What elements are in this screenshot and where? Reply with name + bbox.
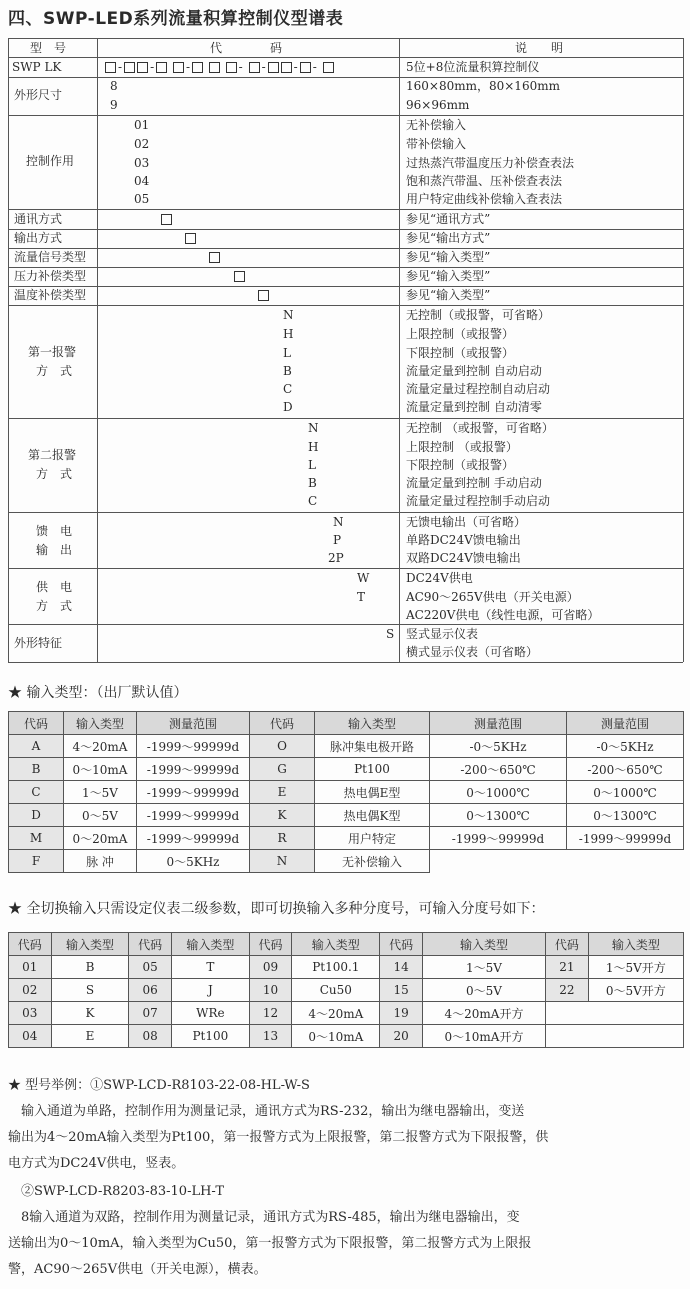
cell-code: A bbox=[9, 735, 64, 758]
control-code: 02 bbox=[134, 137, 150, 151]
cell: 0～10mA bbox=[292, 1025, 380, 1048]
cell: -200～650℃ bbox=[430, 758, 567, 781]
alarm1-desc: 下限控制（或报警） bbox=[406, 346, 515, 360]
cell: 0～10mA bbox=[64, 758, 137, 781]
switch-table bbox=[8, 932, 684, 1048]
col-header: 代码 bbox=[380, 933, 423, 956]
alarm2-desc: 下限控制（或报警） bbox=[406, 458, 515, 472]
cell-code: 01 bbox=[9, 956, 52, 979]
cell: 0～1300℃ bbox=[430, 804, 567, 827]
cell: E bbox=[51, 1025, 129, 1048]
alarm2-desc: 上限控制 （或报警） bbox=[406, 440, 518, 454]
table-header-row bbox=[9, 712, 684, 735]
cell: 4～20mA开方 bbox=[422, 1002, 545, 1025]
feed-code: N bbox=[333, 515, 344, 529]
shape-label: 外形特征 bbox=[14, 636, 63, 650]
alarm1-code: D bbox=[283, 400, 293, 414]
col-header: 代码 bbox=[546, 933, 589, 956]
cell-empty bbox=[546, 1025, 684, 1048]
alarm2-desc: 流量定量过程控制手动启动 bbox=[406, 494, 551, 508]
shape-desc: 横式显示仪表（可省略） bbox=[406, 645, 539, 659]
cell: 热电偶E型 bbox=[315, 781, 430, 804]
cell-code: 04 bbox=[9, 1025, 52, 1048]
cell: -1999～99999d bbox=[137, 804, 250, 827]
control-code: 05 bbox=[134, 192, 150, 206]
alarm2-code: L bbox=[308, 458, 316, 472]
cell-code: 10 bbox=[249, 979, 292, 1002]
example-line-2: ②SWP-LCD-R8203-83-10-LH-T bbox=[8, 1184, 225, 1199]
flow-box bbox=[208, 248, 221, 266]
col-header: 输入类型 bbox=[292, 933, 380, 956]
model-desc: 5位+8位流量积算控制仪 bbox=[406, 60, 540, 74]
example-para-2a: 8输入通道为双路，控制作用为测量记录，通讯方式为RS-485，输出为继电器输出，变 bbox=[8, 1210, 520, 1225]
cell-code: 21 bbox=[546, 956, 589, 979]
flow-label: 流量信号类型 bbox=[14, 250, 87, 264]
col-header: 输入类型 bbox=[315, 712, 430, 735]
cell-code: 15 bbox=[380, 979, 423, 1002]
power-desc: AC220V供电（线性电源，可省略） bbox=[406, 608, 600, 622]
alarm1-desc: 流量定量到控制 自动清零 bbox=[406, 400, 542, 414]
cell: K bbox=[51, 1002, 129, 1025]
alarm1-desc: 上限控制（或报警） bbox=[406, 327, 515, 341]
alarm1-code: L bbox=[283, 346, 291, 360]
temp-label: 温度补偿类型 bbox=[14, 288, 87, 302]
alarm2-desc: 流量定量到控制 手动启动 bbox=[406, 476, 542, 490]
cell: -1999～99999d bbox=[137, 758, 250, 781]
temp-desc: 参见“输入类型” bbox=[406, 288, 491, 302]
size-desc-1: 160×80mm，80×160mm bbox=[406, 79, 560, 93]
cell: -1999～99999d bbox=[137, 827, 250, 850]
cell: -0～5KHz bbox=[430, 735, 567, 758]
cell-code: 14 bbox=[380, 956, 423, 979]
cell-code: F bbox=[9, 850, 64, 873]
alarm2-desc: 无控制 （或报警，可省略） bbox=[406, 421, 554, 435]
output-box bbox=[184, 229, 197, 247]
cell: 1～5V开方 bbox=[588, 956, 683, 979]
cell: -200～650℃ bbox=[567, 758, 684, 781]
feed-desc: 双路DC24V馈电输出 bbox=[406, 551, 521, 565]
cell: 0～1000℃ bbox=[567, 781, 684, 804]
cell: 用户特定 bbox=[315, 827, 430, 850]
cell: Pt100.1 bbox=[292, 956, 380, 979]
cell: 4～20mA bbox=[64, 735, 137, 758]
cell-code: 02 bbox=[9, 979, 52, 1002]
input-type-table bbox=[8, 711, 684, 873]
alarm2-label: 第二报警 bbox=[28, 448, 77, 462]
alarm1-code: H bbox=[283, 327, 294, 341]
cell: 无补偿输入 bbox=[315, 850, 430, 873]
temp-box bbox=[257, 286, 270, 304]
input-section-title: ★ 输入类型：（出厂默认值） bbox=[8, 685, 188, 701]
power-code: W bbox=[357, 571, 370, 585]
shape-desc: 竖式显示仪表 bbox=[406, 627, 479, 641]
control-label: 控制作用 bbox=[26, 154, 75, 168]
alarm1-label: 第一报警 bbox=[28, 345, 77, 359]
example-para-1b: 输出为4～20mA输入类型为Pt100，第一报警方式为上限报警，第二报警方式为下限报警，供 bbox=[8, 1130, 549, 1145]
cell-code: E bbox=[250, 781, 315, 804]
cell-code: 22 bbox=[546, 979, 589, 1002]
cell-code: 06 bbox=[129, 979, 172, 1002]
control-desc: 过热蒸汽带温度压力补偿查表法 bbox=[406, 156, 575, 170]
cell-code: 03 bbox=[9, 1002, 52, 1025]
cell: 0～20mA bbox=[64, 827, 137, 850]
power-label: 供 电 bbox=[36, 580, 73, 594]
col-header: 代码 bbox=[9, 712, 64, 735]
output-desc: 参见“输出方式” bbox=[406, 231, 491, 245]
cell: Cu50 bbox=[292, 979, 380, 1002]
table-row bbox=[9, 1002, 684, 1025]
feed-label: 馈 电 bbox=[36, 524, 73, 538]
col-header: 输入类型 bbox=[64, 712, 137, 735]
feed-desc: 单路DC24V馈电输出 bbox=[406, 533, 521, 547]
size-code-9: 9 bbox=[110, 98, 118, 112]
pressure-desc: 参见“输入类型” bbox=[406, 269, 491, 283]
cell-code: M bbox=[9, 827, 64, 850]
alarm2-code: C bbox=[308, 494, 318, 508]
power-label2: 方 式 bbox=[36, 599, 73, 613]
alarm1-code: C bbox=[283, 382, 293, 396]
col-header: 代码 bbox=[250, 712, 315, 735]
header-code: 代 码 bbox=[210, 41, 283, 55]
control-desc: 饱和蒸汽带温、压补偿查表法 bbox=[406, 174, 563, 188]
size-label: 外形尺寸 bbox=[14, 88, 63, 102]
cell-empty bbox=[546, 1002, 684, 1025]
control-desc: 带补偿输入 bbox=[406, 137, 467, 151]
cell: 0～10mA开方 bbox=[422, 1025, 545, 1048]
cell: -1999～99999d bbox=[567, 827, 684, 850]
table-row bbox=[9, 758, 684, 781]
shape-code: S bbox=[386, 627, 395, 641]
cell bbox=[430, 850, 567, 873]
cell-code: R bbox=[250, 827, 315, 850]
table-header-row bbox=[9, 933, 684, 956]
example-line-1: ★ 型号举例：①SWP-LCD-R8103-22-08-HL-W-S bbox=[8, 1078, 310, 1093]
feed-label2: 输 出 bbox=[36, 543, 73, 557]
cell-code: N bbox=[250, 850, 315, 873]
header-model: 型 号 bbox=[30, 41, 67, 55]
cell: S bbox=[51, 979, 129, 1002]
comm-desc: 参见“通讯方式” bbox=[406, 212, 491, 226]
col-header: 输入类型 bbox=[422, 933, 545, 956]
feed-desc: 无馈电输出（可省略） bbox=[406, 515, 527, 529]
alarm2-code: H bbox=[308, 440, 319, 454]
cell: WRe bbox=[171, 1002, 249, 1025]
cell: 4～20mA bbox=[292, 1002, 380, 1025]
table-row bbox=[9, 956, 684, 979]
pressure-label: 压力补偿类型 bbox=[14, 269, 87, 283]
col-header: 测量范围 bbox=[567, 712, 684, 735]
cell: 0～1000℃ bbox=[430, 781, 567, 804]
cell-code: O bbox=[250, 735, 315, 758]
table-row bbox=[9, 781, 684, 804]
col-header: 输入类型 bbox=[588, 933, 683, 956]
example-para-1c: 电方式为DC24V供电，竖表。 bbox=[8, 1156, 185, 1171]
model-code-boxes: - - - - - - - bbox=[104, 58, 335, 76]
alarm1-desc: 流量定量过程控制自动启动 bbox=[406, 382, 551, 396]
cell-code: 12 bbox=[249, 1002, 292, 1025]
col-header: 测量范围 bbox=[137, 712, 250, 735]
col-header: 测量范围 bbox=[430, 712, 567, 735]
example-para-2b: 送输出为0～10mA，输入类型为Cu50，第一报警方式为下限报警，第二报警方式为上限报 bbox=[8, 1236, 532, 1251]
cell: 1～5V bbox=[64, 781, 137, 804]
table-row bbox=[9, 827, 684, 850]
header-desc: 说 明 bbox=[515, 41, 564, 55]
alarm1-desc: 无控制（或报警，可省略） bbox=[406, 308, 551, 322]
cell: 0～1300℃ bbox=[567, 804, 684, 827]
size-code-8: 8 bbox=[110, 79, 118, 93]
table-row bbox=[9, 735, 684, 758]
cell: -1999～99999d bbox=[430, 827, 567, 850]
feed-code: 2P bbox=[328, 551, 344, 565]
col-header: 输入类型 bbox=[51, 933, 129, 956]
page-title: 四、SWP-LED系列流量积算控制仪型谱表 bbox=[8, 9, 344, 29]
cell: 脉 冲 bbox=[64, 850, 137, 873]
table-row bbox=[9, 979, 684, 1002]
flow-desc: 参见“输入类型” bbox=[406, 250, 491, 264]
cell: 热电偶K型 bbox=[315, 804, 430, 827]
pressure-box bbox=[233, 267, 246, 285]
alarm2-label2: 方 式 bbox=[36, 467, 73, 481]
power-code: T bbox=[357, 590, 366, 604]
table-row bbox=[9, 850, 684, 873]
alarm2-code: N bbox=[308, 421, 319, 435]
cell: 脉冲集电极开路 bbox=[315, 735, 430, 758]
cell: 1～5V bbox=[422, 956, 545, 979]
table-row bbox=[9, 804, 684, 827]
output-label: 输出方式 bbox=[14, 231, 63, 245]
size-desc-2: 96×96mm bbox=[406, 98, 470, 112]
cell: 0～5V开方 bbox=[588, 979, 683, 1002]
cell-code: 20 bbox=[380, 1025, 423, 1048]
feed-code: P bbox=[333, 533, 342, 547]
example-para-2c: 警，AC90～265V供电（开关电源），横表。 bbox=[8, 1262, 267, 1277]
cell-code: K bbox=[250, 804, 315, 827]
alarm1-code: B bbox=[283, 364, 292, 378]
cell: 0～5KHz bbox=[137, 850, 250, 873]
switch-section-title: ★ 全切换输入只需设定仪表二级参数，即可切换输入多种分度号，可输入分度号如下： bbox=[8, 901, 545, 917]
cell: J bbox=[171, 979, 249, 1002]
alarm1-desc: 流量定量到控制 自动启动 bbox=[406, 364, 542, 378]
col-header: 代码 bbox=[129, 933, 172, 956]
alarm1-code: N bbox=[283, 308, 294, 322]
cell bbox=[567, 850, 684, 873]
comm-box bbox=[160, 210, 173, 228]
cell-code: D bbox=[9, 804, 64, 827]
cell-code: 08 bbox=[129, 1025, 172, 1048]
control-desc: 用户特定曲线补偿输入查表法 bbox=[406, 192, 563, 206]
col-header: 代码 bbox=[9, 933, 52, 956]
cell-code: 19 bbox=[380, 1002, 423, 1025]
table-row bbox=[9, 1025, 684, 1048]
cell: B bbox=[51, 956, 129, 979]
cell: -0～5KHz bbox=[567, 735, 684, 758]
control-code: 03 bbox=[134, 156, 150, 170]
col-header: 输入类型 bbox=[171, 933, 249, 956]
control-code: 04 bbox=[134, 174, 150, 188]
cell: -1999～99999d bbox=[137, 735, 250, 758]
cell: T bbox=[171, 956, 249, 979]
cell-code: 07 bbox=[129, 1002, 172, 1025]
cell-code: B bbox=[9, 758, 64, 781]
cell: Pt100 bbox=[315, 758, 430, 781]
cell-code: 13 bbox=[249, 1025, 292, 1048]
cell: 0～5V bbox=[64, 804, 137, 827]
cell: Pt100 bbox=[171, 1025, 249, 1048]
cell: 0～5V bbox=[422, 979, 545, 1002]
power-desc: AC90～265V供电（开关电源） bbox=[406, 590, 579, 604]
cell-code: G bbox=[250, 758, 315, 781]
cell-code: C bbox=[9, 781, 64, 804]
col-header: 代码 bbox=[249, 933, 292, 956]
model-name: SWP LK bbox=[12, 60, 62, 74]
alarm1-label2: 方 式 bbox=[36, 364, 73, 378]
comm-label: 通讯方式 bbox=[14, 212, 63, 226]
example-para-1a: 输入通道为单路，控制作用为测量记录，通讯方式为RS-232，输出为继电器输出，变送 bbox=[8, 1104, 525, 1119]
cell-code: 05 bbox=[129, 956, 172, 979]
alarm2-code: B bbox=[308, 476, 317, 490]
cell: -1999～99999d bbox=[137, 781, 250, 804]
cell-code: 09 bbox=[249, 956, 292, 979]
control-code: 01 bbox=[134, 118, 150, 132]
power-desc: DC24V供电 bbox=[406, 571, 473, 585]
control-desc: 无补偿输入 bbox=[406, 118, 467, 132]
